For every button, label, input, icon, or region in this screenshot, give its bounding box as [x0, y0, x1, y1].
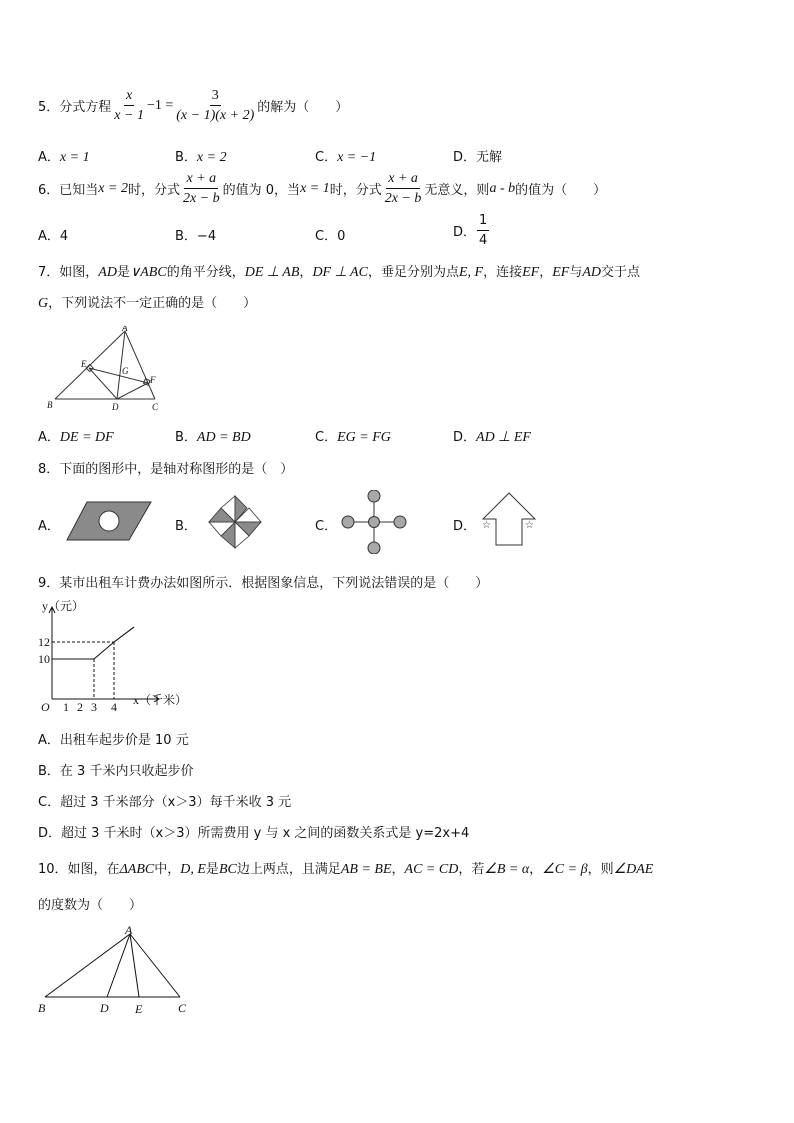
q10-math: ∠DAE [613, 862, 654, 877]
side-ab [45, 934, 130, 997]
q6-math: x = 2 [98, 180, 128, 196]
q7-option-a[interactable] [38, 426, 114, 446]
q10-math: D, E [180, 862, 206, 877]
label-a: A [122, 326, 128, 333]
segment-de [89, 368, 117, 399]
option-text: 4 [59, 229, 69, 244]
q5-option-d[interactable] [453, 146, 502, 165]
q7-math: DF ⊥ AC [312, 265, 368, 280]
q8-option-d[interactable] [453, 515, 476, 534]
option-letter: B． [175, 229, 197, 244]
q6-fraction-denominator: 2x − b [182, 191, 220, 206]
q6-stem [38, 170, 606, 207]
taxi-fare-graph [36, 594, 206, 716]
q5-lhs-denominator: x − 1 [114, 108, 144, 123]
q10-text: 中， [154, 862, 181, 877]
q5-option-c[interactable] [315, 146, 376, 166]
label-e: E [81, 359, 87, 369]
q7-math: G [38, 296, 49, 311]
fraction-denominator: 4 [479, 233, 488, 248]
q5-option-a[interactable] [38, 146, 90, 166]
q10-math: ∠B = α [484, 862, 530, 877]
q5-lhs-fraction [112, 87, 146, 124]
option-letter: C． [315, 150, 338, 165]
q10-stem-line-1 [38, 858, 653, 878]
q7-option-c[interactable] [315, 426, 391, 446]
segment-ad [107, 934, 130, 997]
q7-text: ，连接 [483, 265, 523, 280]
q7-math: AD [582, 265, 601, 280]
q7-text: ， [539, 265, 553, 280]
q7-text: 与 [569, 265, 583, 280]
q7-text: 是 [116, 265, 130, 280]
q10-text: ，则 [587, 862, 614, 877]
circle-hole [99, 511, 119, 531]
option-letter: C． [315, 229, 338, 244]
pinwheel-figure [205, 492, 265, 552]
origin-label: O [41, 700, 50, 714]
q6-option-c[interactable] [315, 225, 345, 244]
q6-fraction-numerator: x + a [184, 170, 218, 189]
q10-math: ∠C = β [542, 862, 588, 877]
segment-ef [89, 368, 148, 383]
q6-math: a - b [489, 180, 516, 196]
q6-fraction-denominator: 2x − b [384, 191, 422, 206]
label-b: B [38, 1001, 46, 1015]
star-icon: ☆ [525, 520, 534, 531]
q7-text: ，下列说法不一定正确的是（ ） [48, 296, 257, 311]
label-a: A [125, 923, 133, 937]
q6-text: 的值为（ ） [515, 183, 607, 198]
q8-option-a[interactable] [38, 515, 60, 534]
q9-number: 9． [38, 576, 60, 591]
option-letter: B． [175, 150, 197, 165]
q10-number: 10． [38, 862, 68, 877]
q9-option-b[interactable]: B．在 3 千米内只收起步价 [38, 764, 194, 779]
q6-option-b[interactable] [175, 225, 216, 244]
q5-stem [38, 87, 348, 124]
label-e: E [135, 1002, 143, 1016]
q8-option-b[interactable] [175, 515, 197, 534]
option-text: x = −1 [337, 150, 377, 165]
q9-text: 某市出租车计费办法如图所示．根据图象信息，下列说法错误的是（ ） [59, 576, 489, 591]
label-d: D [100, 1001, 109, 1015]
q10-math: BC [218, 862, 237, 877]
option-text: x = 2 [196, 150, 227, 165]
q6-text: 时，分式 [329, 183, 382, 198]
q6-number: 6． [38, 183, 60, 198]
q5-lhs-numerator: x [124, 87, 134, 106]
q10-text: 边上两点，且满足 [236, 862, 341, 877]
label-b: B [47, 400, 53, 410]
q7-text: 交于点 [601, 265, 641, 280]
q6-text: 无意义，则 [424, 183, 490, 198]
label-g: G [122, 366, 129, 376]
q7-math: AD [98, 265, 117, 280]
q6-option-a[interactable] [38, 225, 68, 244]
center-circle [369, 517, 380, 528]
x-axis-label: x（千米） [133, 693, 188, 707]
q8-number: 8． [38, 462, 60, 477]
q9-stem [38, 572, 488, 591]
q10-math: AC = CD [404, 862, 459, 877]
parallelogram-with-hole-figure [65, 500, 153, 544]
q7-text: ，垂足分别为点 [367, 265, 459, 280]
label-c: C [152, 402, 159, 412]
q5-rhs-fraction [174, 87, 256, 124]
label-c: C [178, 1001, 187, 1015]
q6-option-d[interactable] [453, 212, 490, 249]
option-letter: D． [453, 225, 477, 240]
option-letter: A． [38, 229, 60, 244]
star-icon: ☆ [482, 520, 491, 531]
q9-option-a[interactable]: A．出租车起步价是 10 元 [38, 733, 189, 748]
q10-stem-line-2: 的度数为（ ） [38, 898, 143, 913]
q7-triangle-figure [45, 326, 170, 416]
top-circle [368, 490, 380, 502]
q7-stem-line-1 [38, 261, 640, 281]
x-tick-label: 1 [63, 700, 69, 714]
q7-text: ， [299, 265, 313, 280]
x-tick-label: 2 [77, 700, 83, 714]
option-text: 无解 [476, 150, 503, 165]
fare-line [52, 627, 134, 659]
option-letter: C． [315, 519, 338, 534]
option-letter: A． [38, 430, 60, 445]
option-letter: A． [38, 150, 60, 165]
q7-math: EF [552, 265, 570, 280]
option-text: x = 1 [59, 150, 90, 165]
q8-text: 下面的图形中，是轴对称图形的是（ ） [59, 462, 294, 477]
x-tick-label: 3 [91, 700, 97, 714]
q5-rhs-denominator: (x − 1)(x + 2) [176, 108, 255, 123]
arrow-with-stars-figure [478, 490, 540, 550]
q9-option-c[interactable]: C．超过 3 千米部分（x＞3）每千米收 3 元 [38, 795, 292, 810]
q6-text: 已知当 [59, 183, 99, 198]
q7-math: E, F [458, 265, 484, 280]
q7-text: 的角平分线， [166, 265, 245, 280]
q6-fraction-numerator: x + a [386, 170, 420, 189]
q9-option-d[interactable]: D．超过 3 千米时（x＞3）所需费用 y 与 x 之间的函数关系式是 y=2x+4 [38, 826, 470, 841]
q10-text: 是 [205, 862, 219, 877]
segment-df [117, 383, 148, 399]
q10-triangle-figure [35, 922, 195, 1017]
q7-math: ∨ABC [129, 265, 167, 280]
option-letter: A． [38, 519, 60, 534]
right-circle [394, 516, 406, 528]
q7-stem-line-2 [38, 292, 256, 312]
q6-text: 时，分式 [127, 183, 180, 198]
side-ac [125, 331, 155, 399]
option-text: DE = DF [59, 430, 114, 445]
q10-text: ， [391, 862, 405, 877]
y-tick-label: 12 [38, 635, 50, 649]
q6-fraction-2 [383, 170, 424, 207]
x-tick-label: 4 [111, 700, 117, 714]
q8-stem [38, 458, 293, 477]
q5-prefix: 分式方程 [59, 100, 112, 115]
left-circle [342, 516, 354, 528]
fraction-numerator: 1 [477, 212, 489, 231]
q7-option-b[interactable] [175, 426, 251, 446]
label-f: F [150, 375, 156, 385]
q5-option-b[interactable] [175, 146, 227, 166]
option-letter: B． [175, 430, 197, 445]
option-text: −4 [196, 229, 217, 244]
option-fraction [477, 212, 489, 249]
q5-rhs-numerator: 3 [210, 87, 221, 106]
option-letter: D． [453, 430, 477, 445]
y-tick-label: 10 [38, 652, 50, 666]
q8-option-c[interactable] [315, 515, 337, 534]
option-letter: C． [315, 430, 338, 445]
q7-math: EF [522, 265, 540, 280]
option-letter: B． [175, 519, 197, 534]
option-letter: D． [453, 150, 477, 165]
option-text: EG = FG [337, 430, 391, 445]
segment-ad [117, 331, 125, 399]
cross-of-circles-figure [340, 490, 408, 554]
q7-number: 7． [38, 265, 60, 280]
q10-math: ΔABC [119, 862, 155, 877]
q10-text: ，若 [458, 862, 485, 877]
q7-option-d[interactable] [453, 426, 531, 446]
q10-text: 如图，在 [67, 862, 120, 877]
q6-fraction-1 [181, 170, 222, 207]
up-arrow-shape [483, 493, 535, 545]
option-text: AD ⊥ EF [476, 430, 531, 445]
q10-text: ， [529, 862, 543, 877]
bottom-circle [368, 542, 380, 554]
q5-minus-one: −1 = [146, 97, 174, 113]
q5-suffix: 的解为（ ） [257, 100, 349, 115]
label-d: D [112, 402, 119, 412]
q6-math: x = 1 [300, 180, 330, 196]
option-text: AD = BD [196, 430, 251, 445]
option-text: 0 [337, 229, 346, 244]
q7-text: 如图， [59, 265, 99, 280]
q10-math: AB = BE [340, 862, 392, 877]
q6-text: 的值为 0，当 [222, 183, 301, 198]
y-axis-label: y（元） [42, 599, 85, 613]
option-letter: D． [453, 519, 477, 534]
q7-math: DE ⊥ AB [244, 265, 300, 280]
q5-number: 5． [38, 100, 60, 115]
